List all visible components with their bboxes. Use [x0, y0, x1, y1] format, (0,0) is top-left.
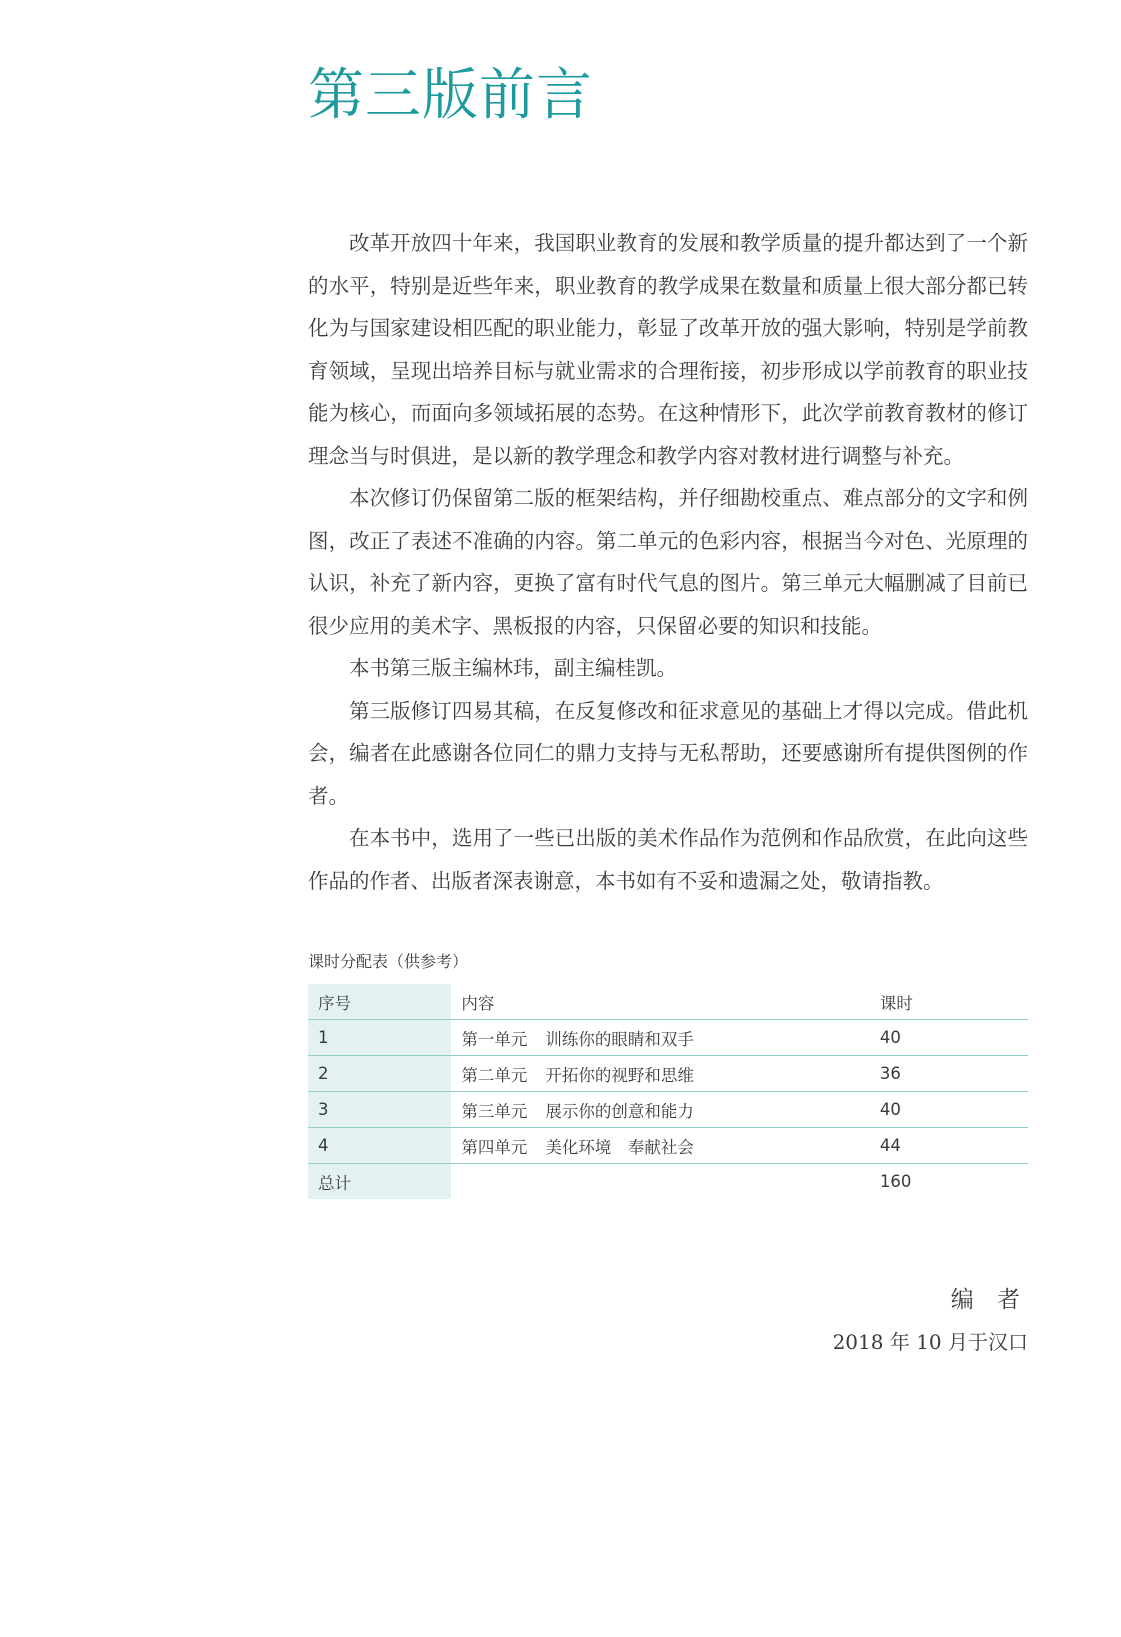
total-label: 总计 [308, 1164, 451, 1200]
unit-name: 开拓你的视野和思维 [545, 1065, 694, 1085]
row-content [451, 1056, 870, 1092]
row-seq: 3 [308, 1092, 451, 1128]
header-content: 内容 [451, 984, 870, 1020]
unit-name: 展示你的创意和能力 [545, 1101, 694, 1121]
row-hours: 40 [870, 1020, 1028, 1056]
header-hours: 课时 [870, 984, 1028, 1020]
table-total-row [308, 1164, 1028, 1200]
page-title: 第三版前言 [308, 63, 593, 128]
preface-paragraph: 在本书中，选用了一些已出版的美术作品作为范例和作品欣赏，在此向这些作品的作者、出版者深表谢意，本书如有不妥和遗漏之处，敬请指教。 [308, 826, 1028, 893]
row-content [451, 1092, 870, 1128]
preface-paragraph: 本次修订仍保留第二版的框架结构，并仔细勘校重点、难点部分的文字和例图，改正了表述不准确的内容。第二单元的色彩内容，根据当今对色、光原理的认识，补充了新内容，更换了富有时代气息的图片。第三单元大幅删减了目前已很少应用的美术字、黑板报的内容，只保留必要的知识和技能。 [308, 486, 1028, 638]
table-header-row [308, 984, 1028, 1020]
unit-label: 第一单元 [461, 1029, 528, 1049]
unit-label: 第三单元 [461, 1101, 528, 1121]
row-content [451, 1128, 870, 1164]
preface-paragraph: 改革开放四十年来，我国职业教育的发展和教学质量的提升都达到了一个新的水平，特别是近些年来，职业教育的教学成果在数量和质量上很大部分都已转化为与国家建设相匹配的职业能力，彰显了改革开放的强大影响，特别是学前教育领域，呈现出培养目标与就业需求的合理衔接，初步形成以学前教育的职业技能为核心，而面向多领域拓展的态势。在这种情形下，此次学前教育教材的修订理念当与时俱进，是以新的教学理念和教学内容对教材进行调整与补充。 [308, 231, 1028, 468]
table-row [308, 1092, 1028, 1128]
total-content [451, 1164, 870, 1200]
preface-paragraph: 本书第三版主编林玮，副主编桂凯。 [349, 656, 677, 680]
preface-paragraph: 第三版修订四易其稿，在反复修改和征求意见的基础上才得以完成。借此机会，编者在此感谢各位同仁的鼎力支持与无私帮助，还要感谢所有提供图例的作者。 [308, 698, 1028, 808]
row-content [451, 1020, 870, 1056]
lesson-hours-table [308, 984, 1028, 1199]
author-signature: 编 者 [950, 1287, 1028, 1313]
header-seq: 序号 [308, 984, 451, 1020]
table-row [308, 1020, 1028, 1056]
preface-body [308, 222, 1028, 902]
row-seq: 2 [308, 1056, 451, 1092]
row-hours: 44 [870, 1128, 1028, 1164]
table-caption: 课时分配表（供参考） [308, 952, 469, 971]
row-hours: 36 [870, 1056, 1028, 1092]
unit-label: 第二单元 [461, 1065, 528, 1085]
unit-name: 训练你的眼睛和双手 [545, 1029, 694, 1049]
table-row [308, 1056, 1028, 1092]
total-hours: 160 [879, 1172, 912, 1191]
row-hours: 40 [870, 1092, 1028, 1128]
unit-name: 美化环境 奉献社会 [545, 1137, 694, 1157]
row-seq: 1 [308, 1020, 451, 1056]
table-row [308, 1128, 1028, 1164]
row-seq: 4 [308, 1128, 451, 1164]
date-place: 2018 年 10 月于汉口 [832, 1330, 1028, 1354]
unit-label: 第四单元 [461, 1137, 528, 1157]
